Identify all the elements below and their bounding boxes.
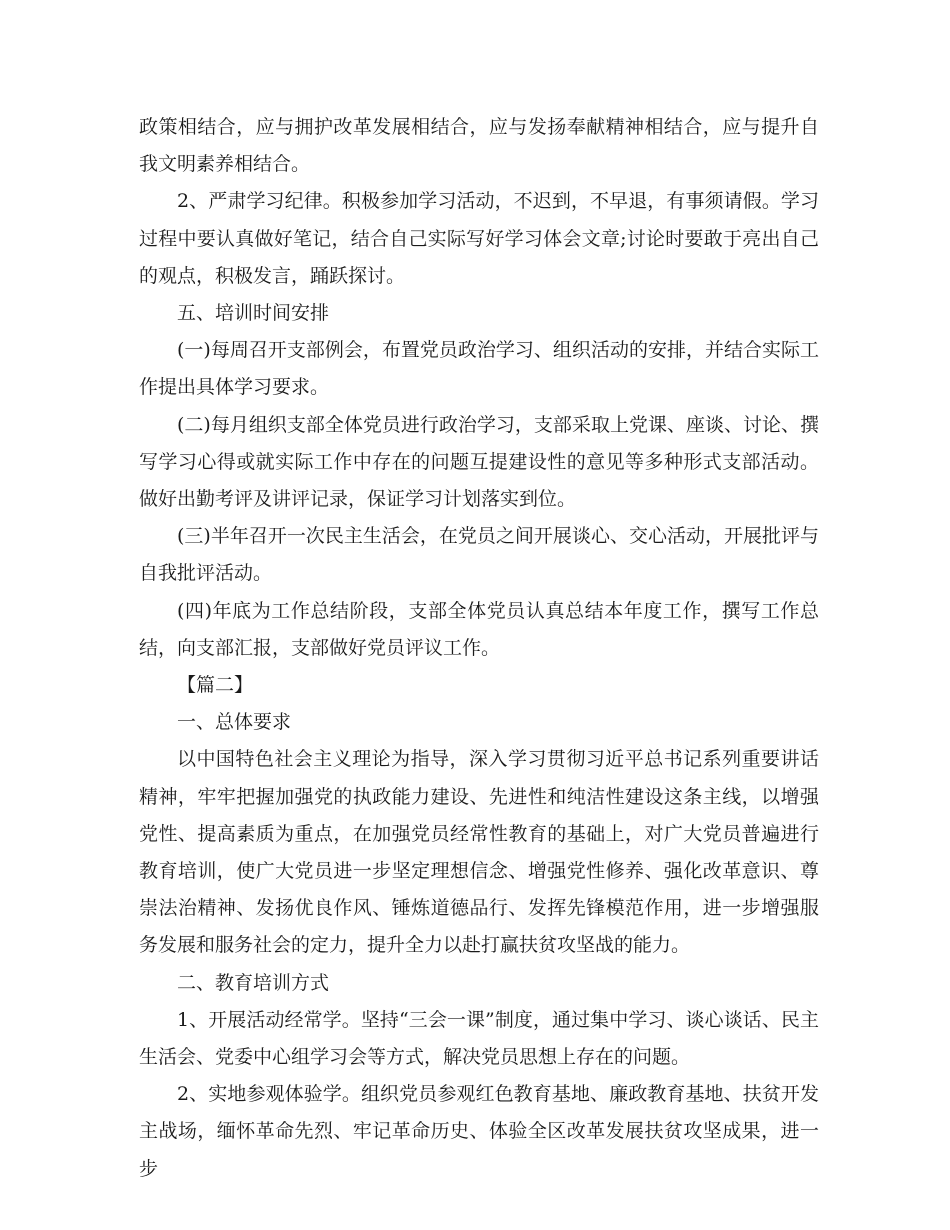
paragraph: (三)半年召开一次民主生活会，在党员之间开展谈心、交心活动，开展批评与自我批评活动。 [139,525,819,585]
paragraph: 以中国特色社会主义理论为指导，深入学习贯彻习近平总书记系列重要讲话精神，牢牢把握加强党的执政能力建设、先进性和纯洁性建设这条主线，以增强党性、提高素质为重点，在加强党员经常性教育的基础上，对广大党员普遍进行教育培训，使广大党员进一步坚定理想信念、增强党性修养、强化改革意识、尊崇法治精神、发扬优良作风、锤炼道德品行、发挥先锋模范作用，进一步增强服务发展和服务社会的定力，提升全力以赴打赢扶贫攻坚战的能力。 [139,748,819,957]
section-heading: 一、总体要求 [177,711,292,734]
document-body [139,109,819,1188]
paragraph: (一)每周召开支部例会，布置党员政治学习、组织活动的安排，并结合实际工作提出具体学习要求。 [139,339,819,399]
paragraph: (二)每月组织支部全体党员进行政治学习，支部采取上党课、座谈、讨论、撰写学习心得或就实际工作中存在的问题互提建设性的意见等多种形式支部活动。做好出勤考评及讲评记录，保证学习计划落实到位。 [139,413,819,511]
paragraph: 2、实地参观体验学。组织党员参观红色教育基地、廉政教育基地、扶贫开发主战场，缅怀革命先烈、牢记革命历史、体验全区改革发展扶贫攻坚成果，进一步 [139,1083,819,1180]
part-heading: 【篇二】 [177,674,254,697]
section-heading: 五、培训时间安排 [177,302,330,325]
paragraph: (四)年底为工作总结阶段，支部全体党员认真总结本年度工作，撰写工作总结，向支部汇报，支部做好党员评议工作。 [139,599,819,659]
section-heading: 二、教育培训方式 [177,971,330,994]
paragraph: 1、开展活动经常学。坚持“三会一课”制度，通过集中学习、谈心谈话、民主生活会、党委中心组学习会等方式，解决党员思想上存在的问题。 [139,1008,819,1069]
paragraph: 政策相结合，应与拥护改革发展相结合，应与发扬奉献精神相结合，应与提升自我文明素养相结合。 [139,116,819,176]
paragraph: 2、严肃学习纪律。积极参加学习活动，不迟到，不早退，有事须请假。学习过程中要认真做好笔记，结合自己实际写好学习体会文章;讨论时要敢于亮出自己的观点，积极发言，踊跃探讨。 [139,190,819,287]
